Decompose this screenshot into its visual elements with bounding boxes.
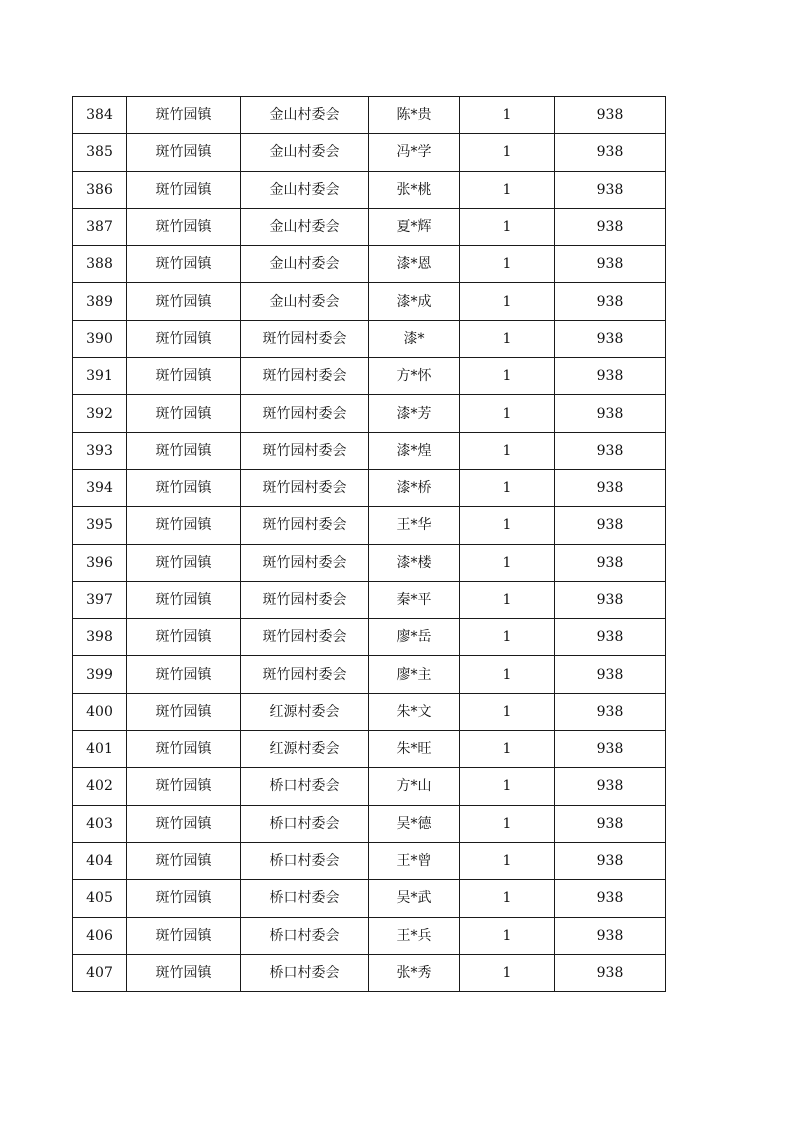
table-row bbox=[73, 805, 666, 842]
table-row bbox=[73, 134, 666, 171]
village-committee-cell: 斑竹园村委会 bbox=[241, 619, 369, 656]
town-cell: 斑竹园镇 bbox=[127, 880, 241, 917]
row-number-cell: 405 bbox=[73, 880, 127, 917]
amount-cell: 938 bbox=[555, 805, 666, 842]
name-cell: 王*兵 bbox=[369, 917, 460, 954]
table-row bbox=[73, 320, 666, 357]
table-row bbox=[73, 544, 666, 581]
row-number-cell: 398 bbox=[73, 619, 127, 656]
amount-cell: 938 bbox=[555, 358, 666, 395]
town-cell: 斑竹园镇 bbox=[127, 544, 241, 581]
amount-cell: 938 bbox=[555, 656, 666, 693]
amount-cell: 938 bbox=[555, 246, 666, 283]
village-committee-cell: 桥口村委会 bbox=[241, 880, 369, 917]
town-cell: 斑竹园镇 bbox=[127, 693, 241, 730]
row-number-cell: 397 bbox=[73, 581, 127, 618]
name-cell: 漆*芳 bbox=[369, 395, 460, 432]
village-committee-cell: 斑竹园村委会 bbox=[241, 507, 369, 544]
amount-cell: 938 bbox=[555, 134, 666, 171]
table-row bbox=[73, 432, 666, 469]
count-cell: 1 bbox=[460, 581, 555, 618]
count-cell: 1 bbox=[460, 954, 555, 991]
count-cell: 1 bbox=[460, 619, 555, 656]
count-cell: 1 bbox=[460, 395, 555, 432]
village-committee-cell: 金山村委会 bbox=[241, 171, 369, 208]
amount-cell: 938 bbox=[555, 842, 666, 879]
amount-cell: 938 bbox=[555, 171, 666, 208]
village-committee-cell: 斑竹园村委会 bbox=[241, 432, 369, 469]
table-row bbox=[73, 954, 666, 991]
row-number-cell: 390 bbox=[73, 320, 127, 357]
town-cell: 斑竹园镇 bbox=[127, 134, 241, 171]
table-row bbox=[73, 656, 666, 693]
table-row bbox=[73, 731, 666, 768]
row-number-cell: 391 bbox=[73, 358, 127, 395]
document-page bbox=[72, 96, 665, 992]
count-cell: 1 bbox=[460, 507, 555, 544]
row-number-cell: 389 bbox=[73, 283, 127, 320]
town-cell: 斑竹园镇 bbox=[127, 469, 241, 506]
village-committee-cell: 斑竹园村委会 bbox=[241, 656, 369, 693]
row-number-cell: 385 bbox=[73, 134, 127, 171]
village-committee-cell: 桥口村委会 bbox=[241, 917, 369, 954]
amount-cell: 938 bbox=[555, 619, 666, 656]
row-number-cell: 384 bbox=[73, 97, 127, 134]
row-number-cell: 394 bbox=[73, 469, 127, 506]
town-cell: 斑竹园镇 bbox=[127, 581, 241, 618]
count-cell: 1 bbox=[460, 246, 555, 283]
name-cell: 张*桃 bbox=[369, 171, 460, 208]
amount-cell: 938 bbox=[555, 731, 666, 768]
count-cell: 1 bbox=[460, 469, 555, 506]
town-cell: 斑竹园镇 bbox=[127, 619, 241, 656]
town-cell: 斑竹园镇 bbox=[127, 246, 241, 283]
table-row bbox=[73, 246, 666, 283]
village-committee-cell: 金山村委会 bbox=[241, 134, 369, 171]
town-cell: 斑竹园镇 bbox=[127, 171, 241, 208]
town-cell: 斑竹园镇 bbox=[127, 917, 241, 954]
amount-cell: 938 bbox=[555, 693, 666, 730]
town-cell: 斑竹园镇 bbox=[127, 395, 241, 432]
town-cell: 斑竹园镇 bbox=[127, 805, 241, 842]
row-number-cell: 401 bbox=[73, 731, 127, 768]
village-committee-cell: 金山村委会 bbox=[241, 283, 369, 320]
village-committee-cell: 红源村委会 bbox=[241, 731, 369, 768]
town-cell: 斑竹园镇 bbox=[127, 320, 241, 357]
count-cell: 1 bbox=[460, 731, 555, 768]
row-number-cell: 402 bbox=[73, 768, 127, 805]
name-cell: 王*曾 bbox=[369, 842, 460, 879]
table-row bbox=[73, 842, 666, 879]
table-row bbox=[73, 283, 666, 320]
town-cell: 斑竹园镇 bbox=[127, 731, 241, 768]
table-row bbox=[73, 208, 666, 245]
table-row bbox=[73, 395, 666, 432]
amount-cell: 938 bbox=[555, 544, 666, 581]
town-cell: 斑竹园镇 bbox=[127, 208, 241, 245]
amount-cell: 938 bbox=[555, 469, 666, 506]
row-number-cell: 406 bbox=[73, 917, 127, 954]
village-committee-cell: 斑竹园村委会 bbox=[241, 395, 369, 432]
count-cell: 1 bbox=[460, 358, 555, 395]
amount-cell: 938 bbox=[555, 768, 666, 805]
amount-cell: 938 bbox=[555, 917, 666, 954]
name-cell: 漆*楼 bbox=[369, 544, 460, 581]
amount-cell: 938 bbox=[555, 581, 666, 618]
town-cell: 斑竹园镇 bbox=[127, 954, 241, 991]
name-cell: 王*华 bbox=[369, 507, 460, 544]
table-row bbox=[73, 768, 666, 805]
row-number-cell: 386 bbox=[73, 171, 127, 208]
name-cell: 陈*贵 bbox=[369, 97, 460, 134]
count-cell: 1 bbox=[460, 283, 555, 320]
name-cell: 冯*学 bbox=[369, 134, 460, 171]
name-cell: 夏*辉 bbox=[369, 208, 460, 245]
count-cell: 1 bbox=[460, 880, 555, 917]
row-number-cell: 400 bbox=[73, 693, 127, 730]
village-committee-cell: 桥口村委会 bbox=[241, 954, 369, 991]
count-cell: 1 bbox=[460, 320, 555, 357]
count-cell: 1 bbox=[460, 693, 555, 730]
row-number-cell: 392 bbox=[73, 395, 127, 432]
village-committee-cell: 斑竹园村委会 bbox=[241, 469, 369, 506]
town-cell: 斑竹园镇 bbox=[127, 656, 241, 693]
name-cell: 秦*平 bbox=[369, 581, 460, 618]
name-cell: 张*秀 bbox=[369, 954, 460, 991]
subsidy-table bbox=[72, 96, 666, 992]
name-cell: 漆*桥 bbox=[369, 469, 460, 506]
row-number-cell: 399 bbox=[73, 656, 127, 693]
amount-cell: 938 bbox=[555, 507, 666, 544]
village-committee-cell: 桥口村委会 bbox=[241, 805, 369, 842]
amount-cell: 938 bbox=[555, 283, 666, 320]
row-number-cell: 403 bbox=[73, 805, 127, 842]
table-body bbox=[73, 97, 666, 992]
village-committee-cell: 金山村委会 bbox=[241, 246, 369, 283]
town-cell: 斑竹园镇 bbox=[127, 507, 241, 544]
name-cell: 吴*德 bbox=[369, 805, 460, 842]
town-cell: 斑竹园镇 bbox=[127, 283, 241, 320]
town-cell: 斑竹园镇 bbox=[127, 358, 241, 395]
table-row bbox=[73, 693, 666, 730]
village-committee-cell: 斑竹园村委会 bbox=[241, 581, 369, 618]
count-cell: 1 bbox=[460, 171, 555, 208]
table-row bbox=[73, 507, 666, 544]
town-cell: 斑竹园镇 bbox=[127, 842, 241, 879]
table-row bbox=[73, 619, 666, 656]
count-cell: 1 bbox=[460, 656, 555, 693]
name-cell: 廖*岳 bbox=[369, 619, 460, 656]
name-cell: 廖*主 bbox=[369, 656, 460, 693]
town-cell: 斑竹园镇 bbox=[127, 768, 241, 805]
name-cell: 漆*成 bbox=[369, 283, 460, 320]
amount-cell: 938 bbox=[555, 880, 666, 917]
name-cell: 朱*旺 bbox=[369, 731, 460, 768]
row-number-cell: 407 bbox=[73, 954, 127, 991]
name-cell: 方*怀 bbox=[369, 358, 460, 395]
amount-cell: 938 bbox=[555, 432, 666, 469]
village-committee-cell: 金山村委会 bbox=[241, 208, 369, 245]
count-cell: 1 bbox=[460, 432, 555, 469]
village-committee-cell: 斑竹园村委会 bbox=[241, 358, 369, 395]
row-number-cell: 404 bbox=[73, 842, 127, 879]
table-row bbox=[73, 358, 666, 395]
count-cell: 1 bbox=[460, 768, 555, 805]
count-cell: 1 bbox=[460, 842, 555, 879]
table-row bbox=[73, 880, 666, 917]
village-committee-cell: 斑竹园村委会 bbox=[241, 320, 369, 357]
count-cell: 1 bbox=[460, 544, 555, 581]
table-row bbox=[73, 581, 666, 618]
table-row bbox=[73, 171, 666, 208]
amount-cell: 938 bbox=[555, 320, 666, 357]
town-cell: 斑竹园镇 bbox=[127, 432, 241, 469]
name-cell: 漆*煌 bbox=[369, 432, 460, 469]
row-number-cell: 395 bbox=[73, 507, 127, 544]
amount-cell: 938 bbox=[555, 954, 666, 991]
village-committee-cell: 桥口村委会 bbox=[241, 842, 369, 879]
village-committee-cell: 红源村委会 bbox=[241, 693, 369, 730]
row-number-cell: 393 bbox=[73, 432, 127, 469]
village-committee-cell: 金山村委会 bbox=[241, 97, 369, 134]
count-cell: 1 bbox=[460, 805, 555, 842]
name-cell: 漆*恩 bbox=[369, 246, 460, 283]
row-number-cell: 388 bbox=[73, 246, 127, 283]
amount-cell: 938 bbox=[555, 208, 666, 245]
table-row bbox=[73, 97, 666, 134]
name-cell: 吴*武 bbox=[369, 880, 460, 917]
row-number-cell: 387 bbox=[73, 208, 127, 245]
village-committee-cell: 斑竹园村委会 bbox=[241, 544, 369, 581]
amount-cell: 938 bbox=[555, 97, 666, 134]
name-cell: 方*山 bbox=[369, 768, 460, 805]
count-cell: 1 bbox=[460, 97, 555, 134]
count-cell: 1 bbox=[460, 917, 555, 954]
table-row bbox=[73, 469, 666, 506]
name-cell: 朱*文 bbox=[369, 693, 460, 730]
town-cell: 斑竹园镇 bbox=[127, 97, 241, 134]
village-committee-cell: 桥口村委会 bbox=[241, 768, 369, 805]
row-number-cell: 396 bbox=[73, 544, 127, 581]
table-row bbox=[73, 917, 666, 954]
count-cell: 1 bbox=[460, 208, 555, 245]
name-cell: 漆* bbox=[369, 320, 460, 357]
amount-cell: 938 bbox=[555, 395, 666, 432]
count-cell: 1 bbox=[460, 134, 555, 171]
